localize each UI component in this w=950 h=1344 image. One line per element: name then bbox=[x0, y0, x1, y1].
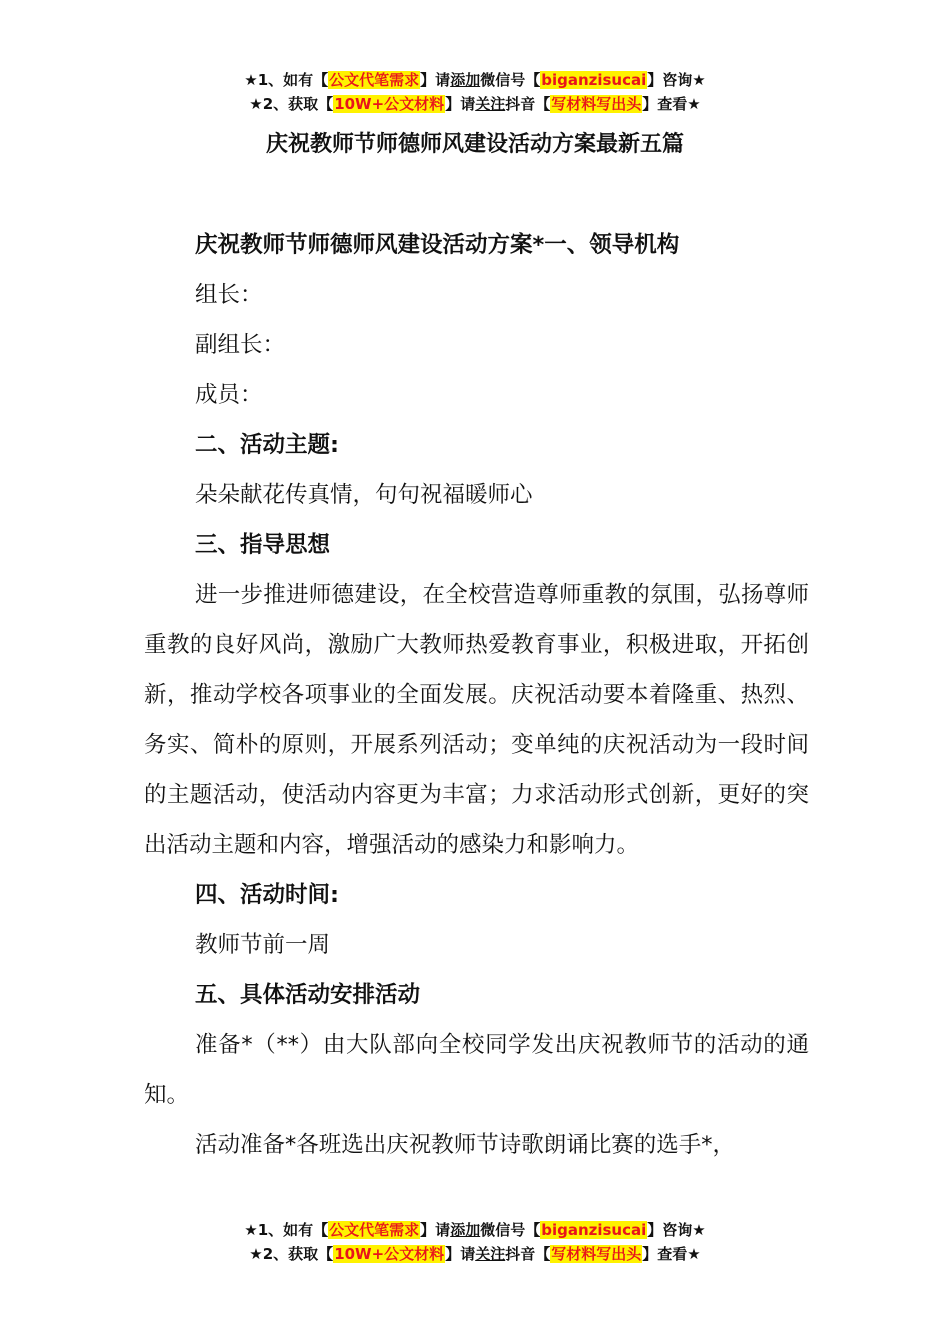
promo-highlight: 公文代笔需求 bbox=[329, 1221, 420, 1239]
promo-line-2 bbox=[0, 92, 950, 116]
promo-text: 微信号【 bbox=[480, 71, 541, 89]
promo-line-2 bbox=[0, 1242, 950, 1266]
section-heading-1: 庆祝教师节师德师风建设活动方案*一、领导机构 bbox=[195, 232, 680, 258]
promo-text: 】咨询★ bbox=[647, 1221, 706, 1239]
promo-text: 抖音【 bbox=[505, 1245, 551, 1263]
preparation-paragraph-2: 活动准备*各班选出庆祝教师节诗歌朗诵比赛的选手*， bbox=[195, 1132, 736, 1158]
members-line: 成员： bbox=[195, 382, 263, 408]
top-promo-banner bbox=[0, 68, 950, 116]
promo-wechat-id: biganzisucai bbox=[541, 1221, 647, 1239]
promo-text: 】请 bbox=[420, 1221, 451, 1239]
promo-text: 抖音【 bbox=[505, 95, 551, 113]
promo-highlight: 10W+公文材料 bbox=[334, 1245, 445, 1263]
leader-line: 组长： bbox=[195, 282, 263, 308]
promo-text: 】请 bbox=[420, 71, 451, 89]
promo-line-1 bbox=[0, 1218, 950, 1242]
promo-text: ★2、获取【 bbox=[249, 1245, 334, 1263]
promo-underlined: 关注 bbox=[475, 1245, 506, 1263]
promo-text: 】查看★ bbox=[642, 95, 701, 113]
guiding-paragraph: 进一步推进师德建设，在全校营造尊师重教的氛围，弘扬尊师重教的良好风尚，激励广大教师热爱教育事业，积极进取，开拓创新，推动学校各项事业的全面发展。庆祝活动要本着隆重、热烈、务实、简朴的原则，开展系列活动；变单纯的庆祝活动为一段时间的主题活动，使活动内容更为丰富；力求活动形式创新，更好的突出活动主题和内容，增强活动的感染力和影响力。 bbox=[144, 582, 809, 858]
promo-underlined: 关注 bbox=[475, 95, 506, 113]
promo-text: 】请 bbox=[445, 1245, 476, 1263]
preparation-paragraph-1: 准备*（**）由大队部向全校同学发出庆祝教师节的活动的通知。 bbox=[144, 1032, 809, 1108]
promo-wechat-id: biganzisucai bbox=[541, 71, 647, 89]
section-heading-5: 五、具体活动安排活动 bbox=[195, 982, 421, 1008]
promo-text: ★1、如有【 bbox=[244, 71, 329, 89]
document-title: 庆祝教师节师德师风建设活动方案最新五篇 bbox=[265, 132, 684, 157]
promo-text: 微信号【 bbox=[480, 1221, 541, 1239]
deputy-leader-line: 副组长： bbox=[195, 332, 286, 358]
promo-underlined: 添加 bbox=[450, 1221, 481, 1239]
bottom-promo-banner bbox=[0, 1218, 950, 1266]
promo-text: 】请 bbox=[445, 95, 476, 113]
section-heading-4: 四、活动时间: bbox=[195, 882, 339, 908]
promo-text: 】查看★ bbox=[642, 1245, 701, 1263]
promo-douyin-id: 写材料写出头 bbox=[551, 95, 642, 113]
promo-underlined: 添加 bbox=[450, 71, 481, 89]
promo-highlight: 公文代笔需求 bbox=[329, 71, 420, 89]
promo-douyin-id: 写材料写出头 bbox=[551, 1245, 642, 1263]
promo-text: ★2、获取【 bbox=[249, 95, 334, 113]
promo-text: ★1、如有【 bbox=[244, 1221, 329, 1239]
promo-text: 】咨询★ bbox=[647, 71, 706, 89]
section-heading-3: 三、指导思想 bbox=[195, 532, 331, 558]
promo-highlight: 10W+公文材料 bbox=[334, 95, 445, 113]
theme-text: 朵朵献花传真情，句句祝福暖师心 bbox=[195, 482, 533, 508]
document-body bbox=[144, 220, 809, 1170]
promo-line-1 bbox=[0, 68, 950, 92]
time-text: 教师节前一周 bbox=[195, 932, 331, 958]
section-heading-2: 二、活动主题: bbox=[195, 432, 339, 458]
